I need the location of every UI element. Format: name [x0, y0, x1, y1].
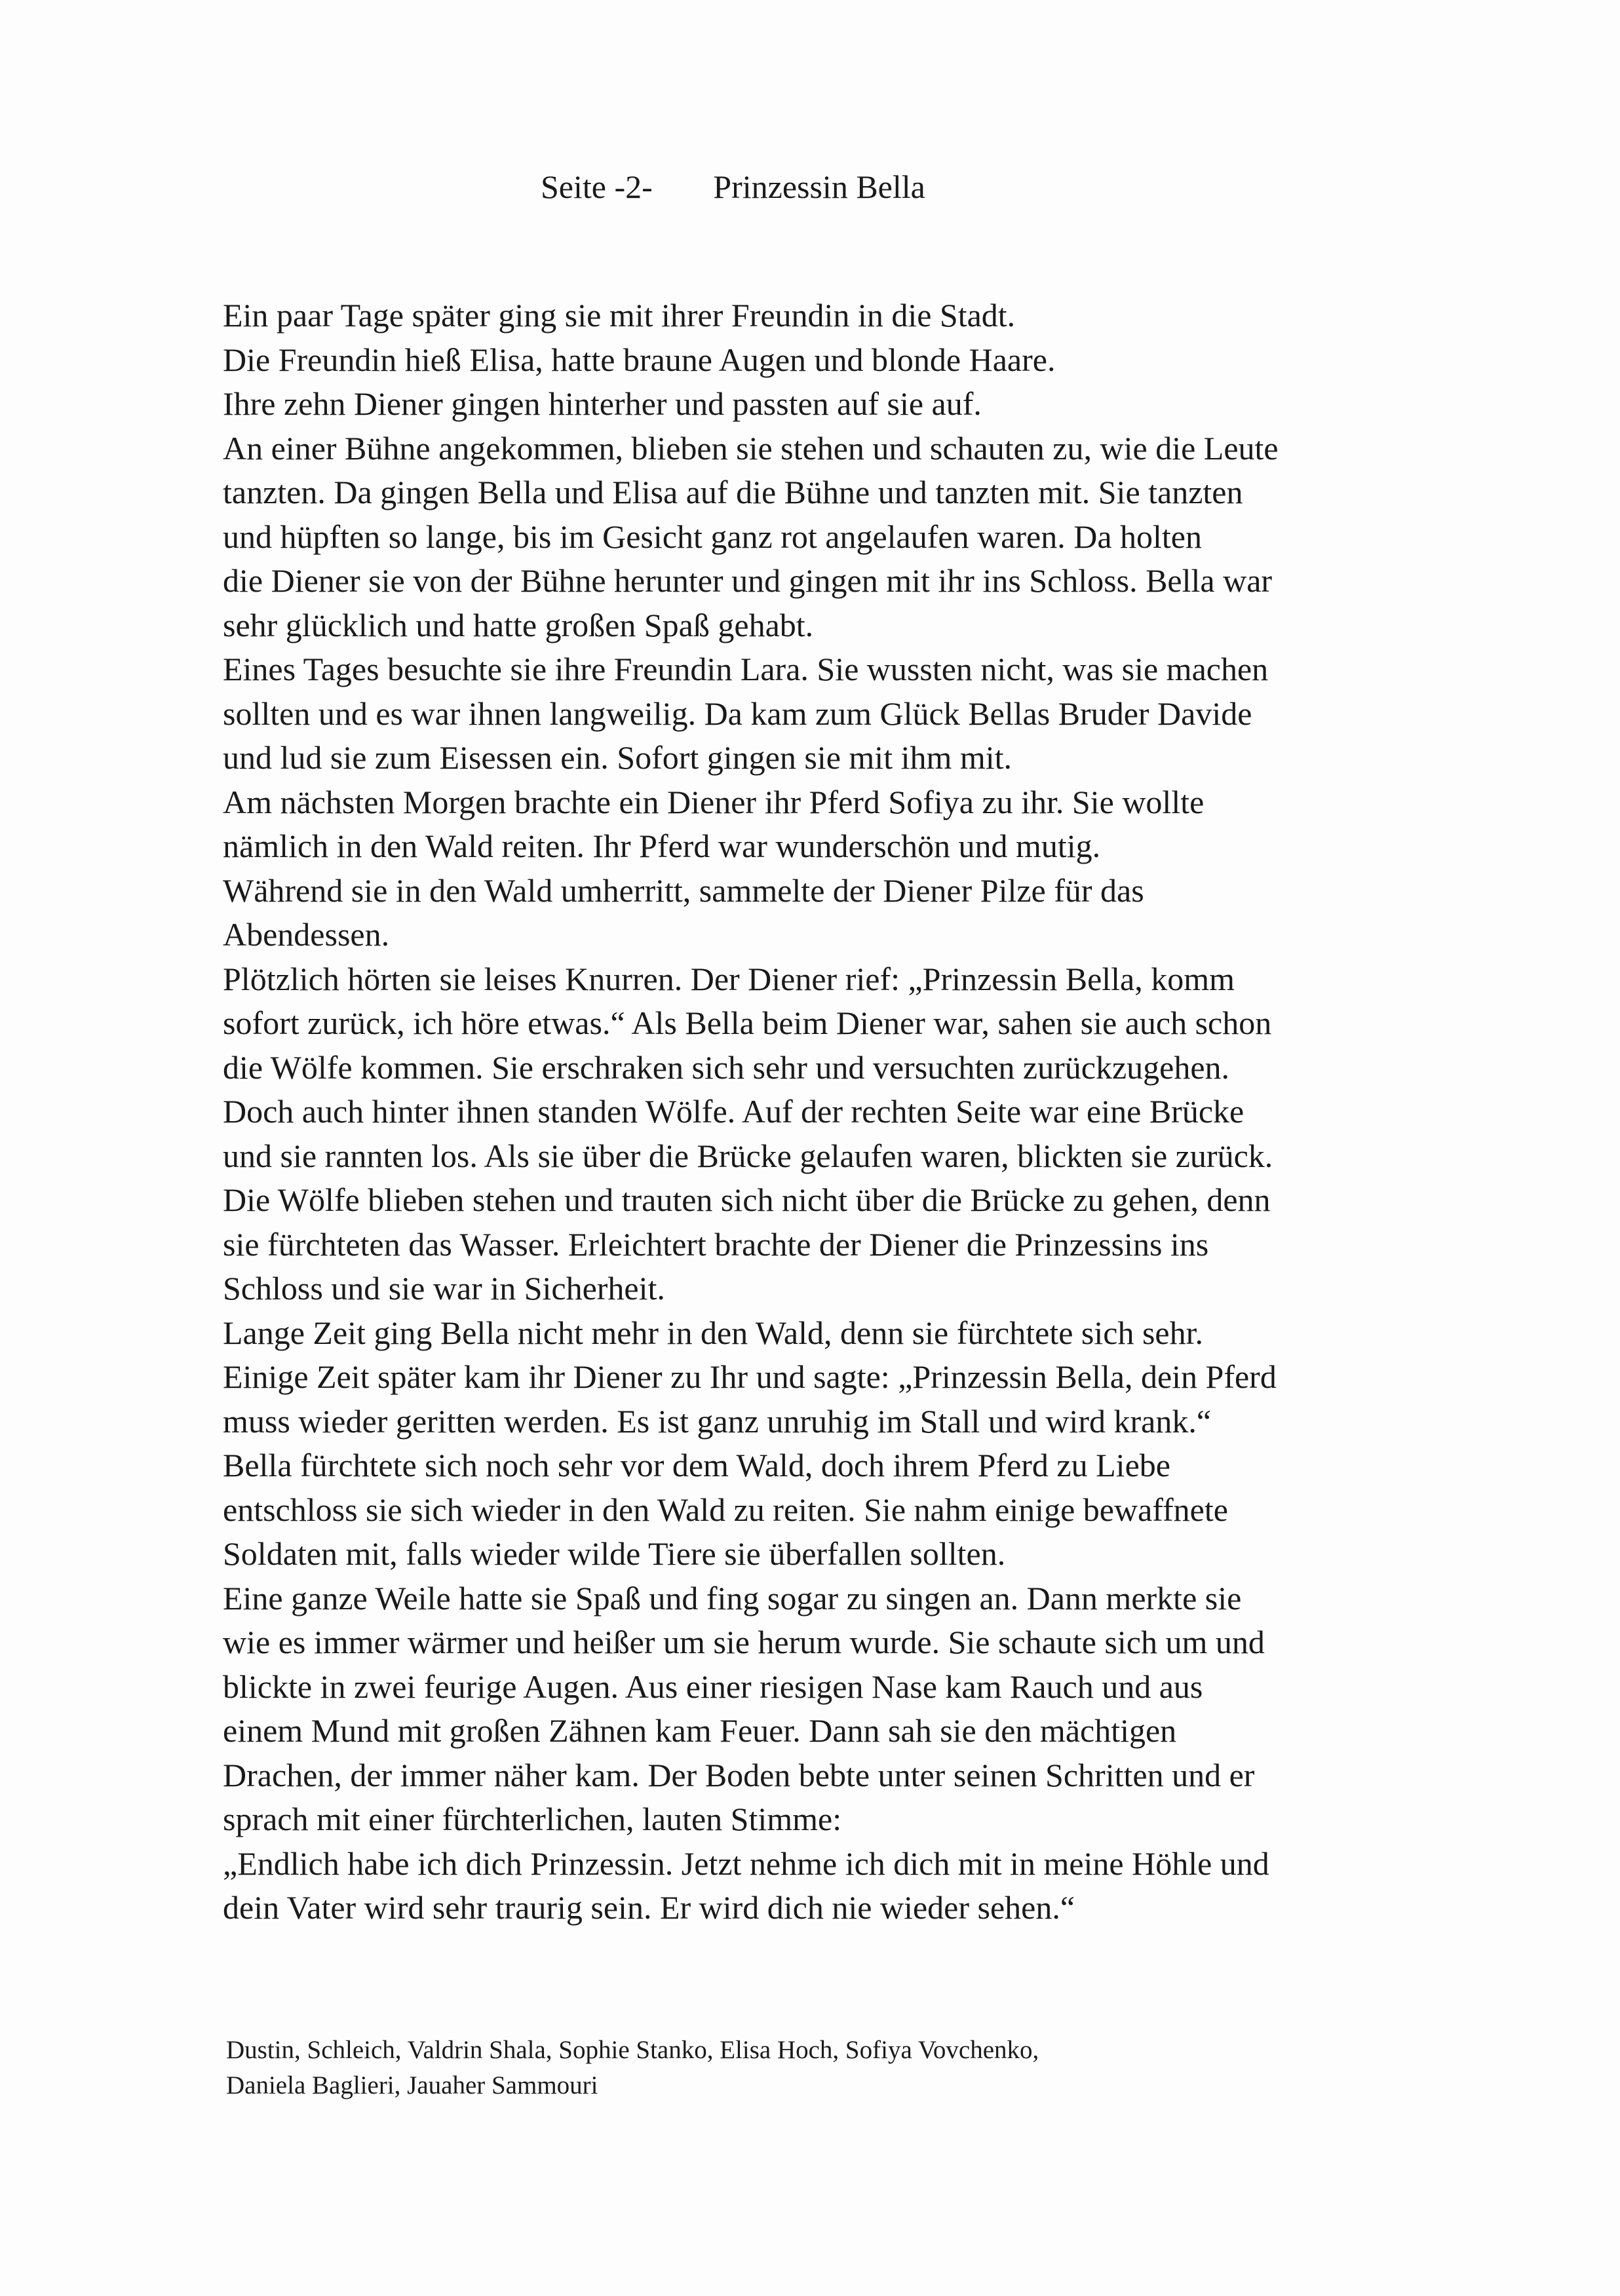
- story-line: und sie rannten los. Als sie über die Brücke gelaufen waren, blickten sie zurück.: [223, 1137, 1273, 1174]
- story-line: sollten und es war ihnen langweilig. Da kam zum Glück Bellas Bruder Davide: [223, 695, 1252, 732]
- story-text: [223, 294, 1468, 1930]
- story-line: Soldaten mit, falls wieder wilde Tiere sie überfallen sollten.: [223, 1535, 1006, 1572]
- story-line: Während sie in den Wald umherritt, sammelte der Diener Pilze für das: [223, 871, 1144, 909]
- story-line: Die Wölfe blieben stehen und trauten sich nicht über die Brücke zu gehen, denn: [223, 1181, 1271, 1218]
- story-line: die Wölfe kommen. Sie erschraken sich sehr und versuchten zurückzugehen.: [223, 1048, 1230, 1086]
- story-title: Prinzessin Bella: [713, 168, 925, 205]
- story-line: Plötzlich hörten sie leises Knurren. Der Diener rief: „Prinzessin Bella, komm: [223, 960, 1235, 997]
- story-line: Drachen, der immer näher kam. Der Boden bebte unter seinen Schritten und er: [223, 1756, 1255, 1793]
- story-line: die Diener sie von der Bühne herunter und gingen mit ihr ins Schloss. Bella war: [223, 562, 1273, 599]
- story-line: sofort zurück, ich höre etwas.“ Als Bella beim Diener war, sahen sie auch schon: [223, 1004, 1272, 1041]
- story-line: dein Vater wird sehr traurig sein. Er wird dich nie wieder sehen.“: [223, 1889, 1075, 1926]
- story-line: Schloss und sie war in Sicherheit.: [223, 1270, 665, 1307]
- page-header: [541, 167, 925, 206]
- story-line: einem Mund mit großen Zähnen kam Feuer. Dann sah sie den mächtigen: [223, 1712, 1177, 1749]
- story-line: tanzten. Da gingen Bella und Elisa auf die Bühne und tanzten mit. Sie tanzten: [223, 474, 1243, 510]
- story-line: Bella fürchtete sich noch sehr vor dem Wald, doch ihrem Pferd zu Liebe: [223, 1447, 1170, 1483]
- story-line: Eine ganze Weile hatte sie Spaß und fing sogar zu singen an. Dann merkte sie: [223, 1579, 1242, 1617]
- author-line: Dustin, Schleich, Valdrin Shala, Sophie Stanko, Elisa Hoch, Sofiya Vovchenko,: [226, 2036, 1039, 2064]
- story-line: Am nächsten Morgen brachte ein Diener ihr Pferd Sofiya zu ihr. Sie wollte: [223, 783, 1205, 820]
- story-line: An einer Bühne angekommen, blieben sie stehen und schauten zu, wie die Leute: [223, 429, 1279, 467]
- story-line: Ein paar Tage später ging sie mit ihrer Freundin in die Stadt.: [223, 297, 1016, 334]
- story-line: Eines Tages besuchte sie ihre Freundin Lara. Sie wussten nicht, was sie machen: [223, 651, 1269, 687]
- story-line: „Endlich habe ich dich Prinzessin. Jetzt nehme ich dich mit in meine Höhle und: [223, 1845, 1269, 1882]
- story-line: sie fürchteten das Wasser. Erleichtert brachte der Diener die Prinzessins ins: [223, 1225, 1209, 1263]
- story-line: entschloss sie sich wieder in den Wald zu reiten. Sie nahm einige bewaffnete: [223, 1491, 1228, 1528]
- story-line: und hüpften so lange, bis im Gesicht ganz rot angelaufen waren. Da holten: [223, 518, 1202, 555]
- author-line: Daniela Baglieri, Jauaher Sammouri: [226, 2071, 598, 2099]
- story-line: Abendessen.: [223, 916, 390, 953]
- story-line: wie es immer wärmer und heißer um sie herum wurde. Sie schaute sich um und: [223, 1624, 1265, 1660]
- story-line: sprach mit einer fürchterlichen, lauten Stimme:: [223, 1801, 842, 1837]
- story-line: muss wieder geritten werden. Es ist ganz unruhig im Stall und wird krank.“: [223, 1402, 1212, 1440]
- author-list: [226, 2033, 1340, 2103]
- story-line: Doch auch hinter ihnen standen Wölfe. Auf der rechten Seite war eine Brücke: [223, 1093, 1244, 1130]
- story-line: sehr glücklich und hatte großen Spaß gehabt.: [223, 606, 814, 643]
- story-line: nämlich in den Wald reiten. Ihr Pferd war wunderschön und mutig.: [223, 828, 1101, 864]
- story-line: Die Freundin hieß Elisa, hatte braune Augen und blonde Haare.: [223, 341, 1056, 378]
- story-line: und lud sie zum Eisessen ein. Sofort gingen sie mit ihm mit.: [223, 739, 1013, 776]
- story-line: Lange Zeit ging Bella nicht mehr in den Wald, denn sie fürchtete sich sehr.: [223, 1314, 1203, 1351]
- page-number: Seite -2-: [541, 168, 653, 205]
- story-line: Ihre zehn Diener gingen hinterher und passten auf sie auf.: [223, 385, 982, 422]
- story-line: Einige Zeit später kam ihr Diener zu Ihr und sagte: „Prinzessin Bella, dein Pferd: [223, 1358, 1277, 1395]
- story-line: blickte in zwei feurige Augen. Aus einer riesigen Nase kam Rauch und aus: [223, 1668, 1203, 1705]
